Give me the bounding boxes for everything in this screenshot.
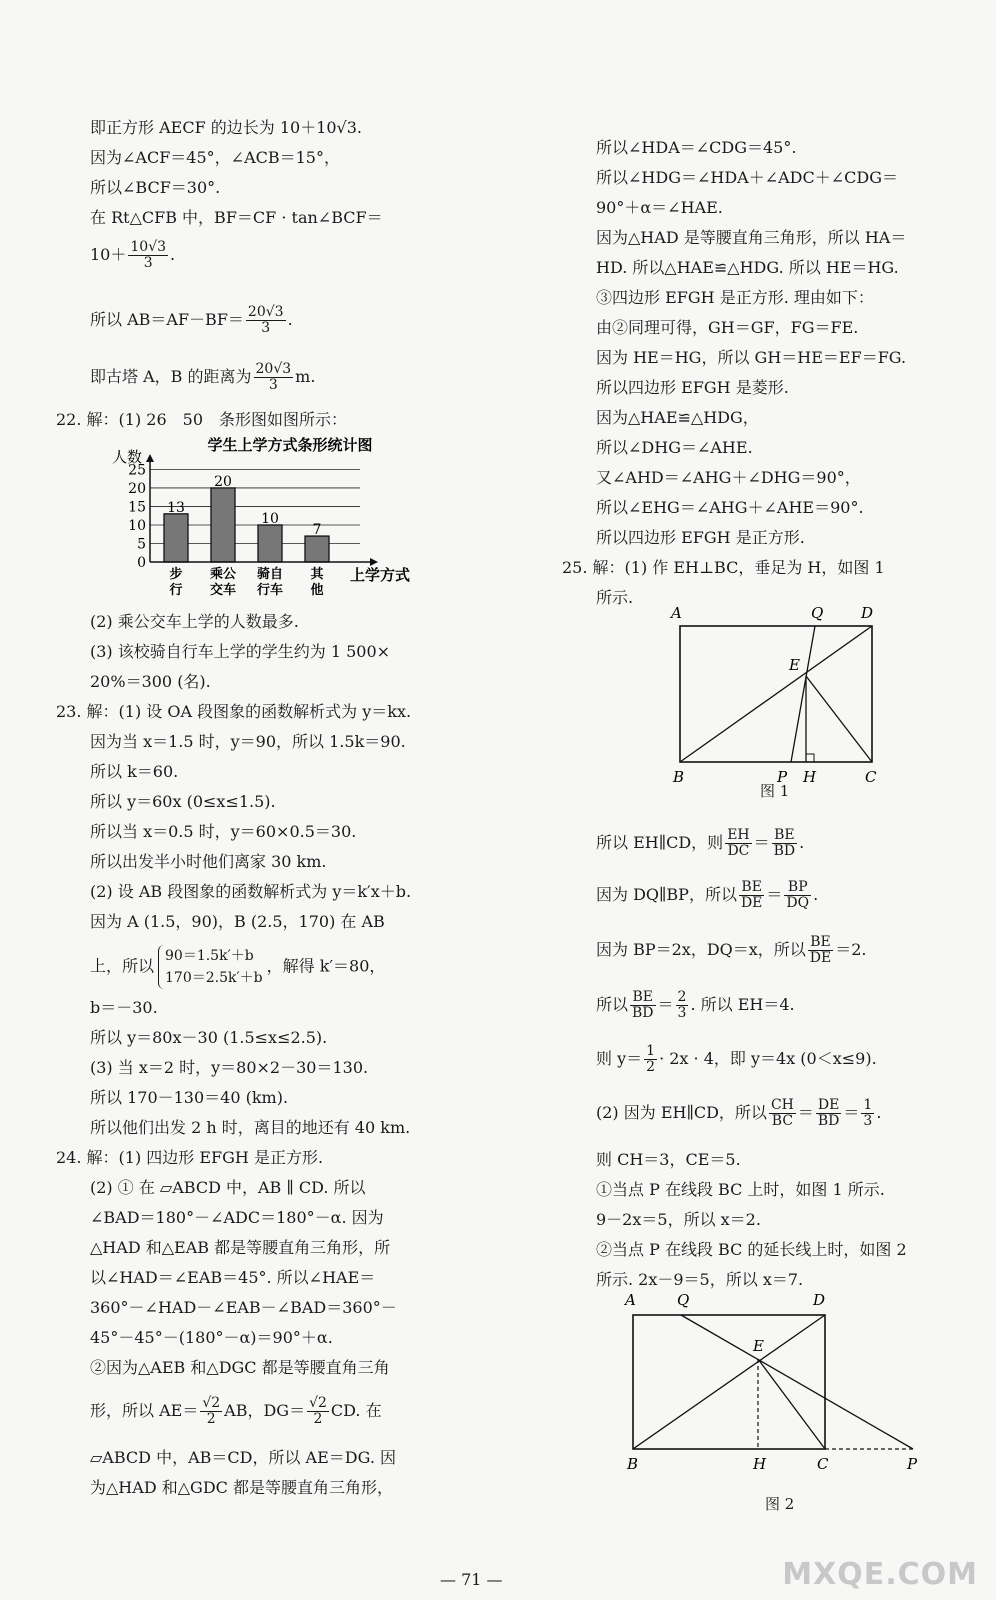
- text: AB，DG＝: [224, 1401, 306, 1420]
- line-with-fraction: [596, 990, 795, 1021]
- line: 所以当 x＝0.5 时，y＝60×0.5＝30.: [90, 822, 357, 841]
- line: 所以四边形 EFGH 是菱形.: [596, 378, 789, 397]
- line: b＝－30.: [90, 998, 158, 1017]
- equation: 90＝1.5k′＋b: [165, 948, 254, 964]
- x-axis-arrow: [370, 558, 378, 566]
- denominator: DE: [809, 950, 832, 966]
- line: ∠BAD＝180°－∠ADC＝180°－α. 因为: [90, 1208, 384, 1227]
- line: ①当点 P 在线段 BC 上时，如图 1 所示.: [596, 1180, 885, 1199]
- bar: [164, 514, 188, 562]
- label-A: A: [625, 1291, 636, 1309]
- line: 又∠AHD＝∠AHG＋∠DHG＝90°，: [596, 468, 861, 487]
- line: 20%＝300 (名).: [90, 672, 211, 691]
- line: 所以∠BCF＝30°.: [90, 178, 221, 197]
- denominator: 3: [863, 1113, 873, 1129]
- denominator: 2: [646, 1059, 656, 1075]
- fraction: [769, 1098, 796, 1129]
- denominator: BD: [632, 1005, 654, 1021]
- line: 则 CH＝3，CE＝5.: [596, 1150, 741, 1169]
- line: 因为∠ACF＝45°，∠ACB＝15°，: [90, 148, 340, 167]
- line-with-fraction: [596, 828, 804, 859]
- text: 所以: [596, 995, 629, 1014]
- page-number: — 71 —: [440, 1570, 503, 1589]
- bar-value-label: 10: [261, 510, 279, 527]
- line: 以∠HAD＝∠EAB＝45°. 所以∠HAE＝: [90, 1268, 376, 1287]
- line-with-fraction: [596, 935, 867, 966]
- denominator: BC: [771, 1113, 794, 1129]
- line: 所示. 2x－9＝5，所以 x＝7.: [596, 1270, 804, 1289]
- text: 10＋: [90, 245, 127, 264]
- label-Q: Q: [811, 604, 824, 622]
- line: 所以 y＝80x－30 (1.5≤x≤2.5).: [90, 1028, 328, 1047]
- x-axis-label: 上学方式: [350, 566, 411, 584]
- line: ▱ABCD 中，AB＝CD，所以 AE＝DG. 因: [90, 1448, 396, 1467]
- bar-value-label: 20: [214, 473, 232, 490]
- fraction: [307, 1396, 329, 1427]
- bar-value-label: 7: [312, 522, 322, 539]
- numerator: BE: [630, 990, 656, 1006]
- line: 9－2x＝5，所以 x＝2.: [596, 1210, 761, 1229]
- fraction: [630, 990, 656, 1021]
- label-P: P: [777, 768, 788, 786]
- numerator: 20√3: [247, 304, 284, 320]
- text: .: [799, 833, 805, 852]
- denominator: 2: [313, 1411, 323, 1427]
- label-H: H: [753, 1455, 767, 1473]
- text: 形，所以 AE＝: [90, 1401, 199, 1420]
- equals: ＝: [766, 885, 783, 904]
- numerator: BE: [772, 828, 798, 844]
- segment-EC: [758, 1359, 825, 1449]
- label-D: D: [813, 1291, 826, 1309]
- equals: ＝: [753, 833, 770, 852]
- line: 所以∠EHG＝∠AHG＋∠AHE＝90°.: [596, 498, 864, 517]
- fraction: [808, 935, 833, 966]
- text: 因为 BP＝2x，DQ＝x，所以: [596, 940, 806, 959]
- y-tick-label: 25: [128, 462, 146, 479]
- y-tick-label: 15: [128, 499, 146, 516]
- line: 因为△HAD 是等腰直角三角形，所以 HA＝: [596, 228, 907, 247]
- denominator: 2: [206, 1411, 216, 1427]
- text: 则 y＝: [596, 1049, 643, 1068]
- numerator: DE: [816, 1098, 842, 1114]
- text: 上，所以: [90, 956, 155, 976]
- category-label: 步: [169, 567, 183, 582]
- line: 所以∠HDG＝∠HDA＋∠ADC＋∠CDG＝: [596, 168, 899, 187]
- category-label: 他: [310, 583, 324, 598]
- numerator: BE: [808, 935, 833, 951]
- line: 所以 y＝60x (0≤x≤1.5).: [90, 792, 276, 811]
- y-tick-label: 5: [137, 536, 146, 553]
- line: 由②同理可得，GH＝GF，FG＝FE.: [596, 318, 859, 337]
- text: ，解得 k′＝80，: [266, 956, 386, 976]
- category-label: 行车: [256, 583, 284, 598]
- q23-heading: 23. 解：(1) 设 OA 段图象的函数解析式为 y＝kx.: [56, 702, 412, 721]
- equals: ＝: [657, 995, 674, 1014]
- line-with-fraction: [90, 1396, 382, 1427]
- label-E: E: [789, 656, 800, 674]
- line: 所以 k＝60.: [90, 762, 179, 781]
- fraction: [739, 880, 764, 911]
- bar-chart: [110, 432, 430, 602]
- line: 所以他们出发 2 h 时，离目的地还有 40 km.: [90, 1118, 411, 1137]
- line: (2) ① 在 ▱ABCD 中，AB ∥ CD. 所以: [90, 1178, 366, 1197]
- label-E: E: [753, 1337, 764, 1355]
- line: ②因为△AEB 和△DGC 都是等腰直角三角: [90, 1358, 390, 1377]
- text: .: [287, 310, 293, 329]
- y-axis-arrow: [146, 454, 154, 462]
- fraction: [784, 880, 811, 911]
- line-with-system: [90, 945, 385, 989]
- denominator: DE: [740, 895, 763, 911]
- fraction: [772, 828, 798, 859]
- denominator: 3: [677, 1005, 687, 1021]
- text: CD. 在: [330, 1401, 382, 1420]
- category-label: 行: [169, 583, 183, 598]
- watermark-logo: MXQE.COM: [782, 1557, 978, 1592]
- line-with-fraction: [596, 1044, 877, 1075]
- text: (2) 因为 EH∥CD，所以: [596, 1103, 767, 1122]
- numerator: 10√3: [130, 239, 167, 255]
- denominator: DQ: [786, 895, 810, 911]
- line: ②当点 P 在线段 BC 的延长线上时，如图 2: [596, 1240, 907, 1259]
- label-C: C: [865, 768, 877, 786]
- y-tick-label: 20: [128, 480, 146, 497]
- line-with-fraction: [90, 362, 315, 393]
- line-with-fraction: [596, 880, 818, 911]
- y-axis-label: 人数: [112, 448, 143, 466]
- segment-EC: [806, 676, 872, 762]
- label-B: B: [627, 1455, 639, 1473]
- line: 所以出发半小时他们离家 30 km.: [90, 852, 327, 871]
- line: 所示.: [596, 588, 634, 607]
- fraction: [676, 990, 689, 1021]
- fraction: [254, 362, 294, 393]
- label-C: C: [817, 1455, 829, 1473]
- equation-system: [158, 945, 263, 989]
- fraction: [200, 1396, 222, 1427]
- numerator: EH: [727, 827, 750, 843]
- text: .: [170, 245, 176, 264]
- line: 90°＋α＝∠HAE.: [596, 198, 723, 217]
- segment-PQ: [791, 626, 815, 762]
- q25-heading: 25. 解：(1) 作 EH⊥BC，垂足为 H，如图 1: [562, 558, 885, 577]
- bar: [258, 525, 282, 562]
- line-with-fraction: [596, 1098, 881, 1129]
- line: (2) 乘公交车上学的人数最多.: [90, 612, 299, 631]
- text: 因为 DQ∥BP，所以: [596, 885, 737, 904]
- right-angle-mark: [806, 754, 814, 762]
- numerator: CH: [770, 1097, 794, 1113]
- fraction: [861, 1098, 874, 1129]
- line: ③四边形 EFGH 是正方形. 理由如下：: [596, 288, 874, 307]
- q24-heading: 24. 解：(1) 四边形 EFGH 是正方形.: [56, 1148, 324, 1167]
- text: .: [813, 885, 819, 904]
- diagonal-BD: [680, 626, 872, 762]
- line: 所以∠HDA＝∠CDG＝45°.: [596, 138, 797, 157]
- y-tick-label: 0: [137, 555, 146, 571]
- figure-2-caption: 图 2: [765, 1495, 795, 1513]
- text: 所以 EH∥CD，则: [596, 833, 724, 852]
- fraction: [816, 1098, 842, 1129]
- line: 在 Rt△CFB 中，BF＝CF · tan∠BCF＝: [90, 208, 383, 227]
- numerator: √2: [309, 1395, 327, 1411]
- label-D: D: [861, 604, 874, 622]
- denominator: BD: [773, 843, 796, 859]
- numerator: 1: [863, 1097, 873, 1113]
- text: · 2x · 4，即 y＝4x (0＜x≤9).: [659, 1049, 877, 1068]
- numerator: √2: [202, 1395, 221, 1411]
- line: 即正方形 AECF 的边长为 10＋10√3.: [90, 118, 363, 137]
- fraction: [246, 305, 286, 336]
- label-P: P: [907, 1455, 918, 1473]
- numerator: 20√3: [255, 361, 292, 377]
- chart-title: 学生上学方式条形统计图: [207, 436, 373, 454]
- figure-1: [665, 600, 895, 800]
- figure-1-caption: 图 1: [760, 782, 790, 800]
- fraction: [725, 828, 751, 859]
- numerator: 1: [646, 1043, 656, 1059]
- line: 因为 A (1.5，90)，B (2.5，170) 在 AB: [90, 912, 385, 931]
- line: (2) 设 AB 段图象的函数解析式为 y＝k′x＋b.: [90, 882, 412, 901]
- line: (3) 当 x＝2 时，y＝80×2－30＝130.: [90, 1058, 369, 1077]
- line: HD. 所以△HAE≌△HDG. 所以 HE＝HG.: [596, 258, 899, 277]
- text: .: [876, 1103, 882, 1122]
- line: △HAD 和△EAB 都是等腰直角三角形，所: [90, 1238, 391, 1257]
- equals: ＝: [843, 1103, 860, 1122]
- numerator: 2: [677, 989, 687, 1005]
- line: 因为 HE＝HG，所以 GH＝HE＝EF＝FG.: [596, 348, 907, 367]
- text: . 所以 EH＝4.: [690, 995, 795, 1014]
- bar-value-label: 13: [167, 499, 185, 516]
- label-B: B: [673, 768, 685, 786]
- category-label: 其: [310, 567, 324, 582]
- q22-heading: 22. 解：(1) 26 50 条形图如图所示：: [56, 410, 348, 429]
- line: 因为当 x＝1.5 时，y＝90，所以 1.5k＝90.: [90, 732, 406, 751]
- bar: [305, 536, 329, 562]
- label-H: H: [803, 768, 817, 786]
- equals: ＝: [797, 1103, 814, 1122]
- denominator: BD: [817, 1113, 840, 1129]
- denominator: 3: [261, 320, 271, 336]
- line: 因为△HAE≌△HDG，: [596, 408, 759, 427]
- text: m.: [295, 367, 316, 386]
- line-with-fraction: [90, 305, 293, 336]
- label-Q: Q: [677, 1291, 690, 1309]
- fraction: [128, 240, 168, 271]
- numerator: BP: [784, 880, 811, 896]
- line: 所以∠DHG＝∠AHE.: [596, 438, 753, 457]
- denominator: 3: [268, 377, 278, 393]
- line: (3) 该校骑自行车上学的学生约为 1 500×: [90, 642, 391, 661]
- label-A: A: [671, 604, 682, 622]
- equation: 170＝2.5k′＋b: [165, 970, 263, 986]
- bar: [211, 488, 235, 562]
- figure-2: [615, 1285, 935, 1495]
- line: 为△HAD 和△GDC 都是等腰直角三角形，: [90, 1478, 393, 1497]
- fraction: [644, 1044, 657, 1075]
- text: 所以 AB＝AF－BF＝: [90, 310, 244, 329]
- line: 360°－∠HAD－∠EAB－∠BAD＝360°－: [90, 1298, 397, 1317]
- line-with-fraction: [90, 240, 175, 271]
- category-label: 乘公: [209, 567, 237, 582]
- denominator: 3: [143, 255, 153, 271]
- text: 即古塔 A，B 的距离为: [90, 367, 252, 386]
- category-label: 骑自: [256, 567, 284, 582]
- text: ＝2.: [835, 940, 867, 959]
- y-tick-label: 10: [128, 517, 146, 534]
- numerator: BE: [739, 880, 764, 896]
- line: 所以 170－130＝40 (km).: [90, 1088, 289, 1107]
- line: 所以四边形 EFGH 是正方形.: [596, 528, 805, 547]
- line: 45°－45°－(180°－α)＝90°＋α.: [90, 1328, 333, 1347]
- denominator: DC: [727, 843, 750, 859]
- category-label: 交车: [209, 583, 237, 598]
